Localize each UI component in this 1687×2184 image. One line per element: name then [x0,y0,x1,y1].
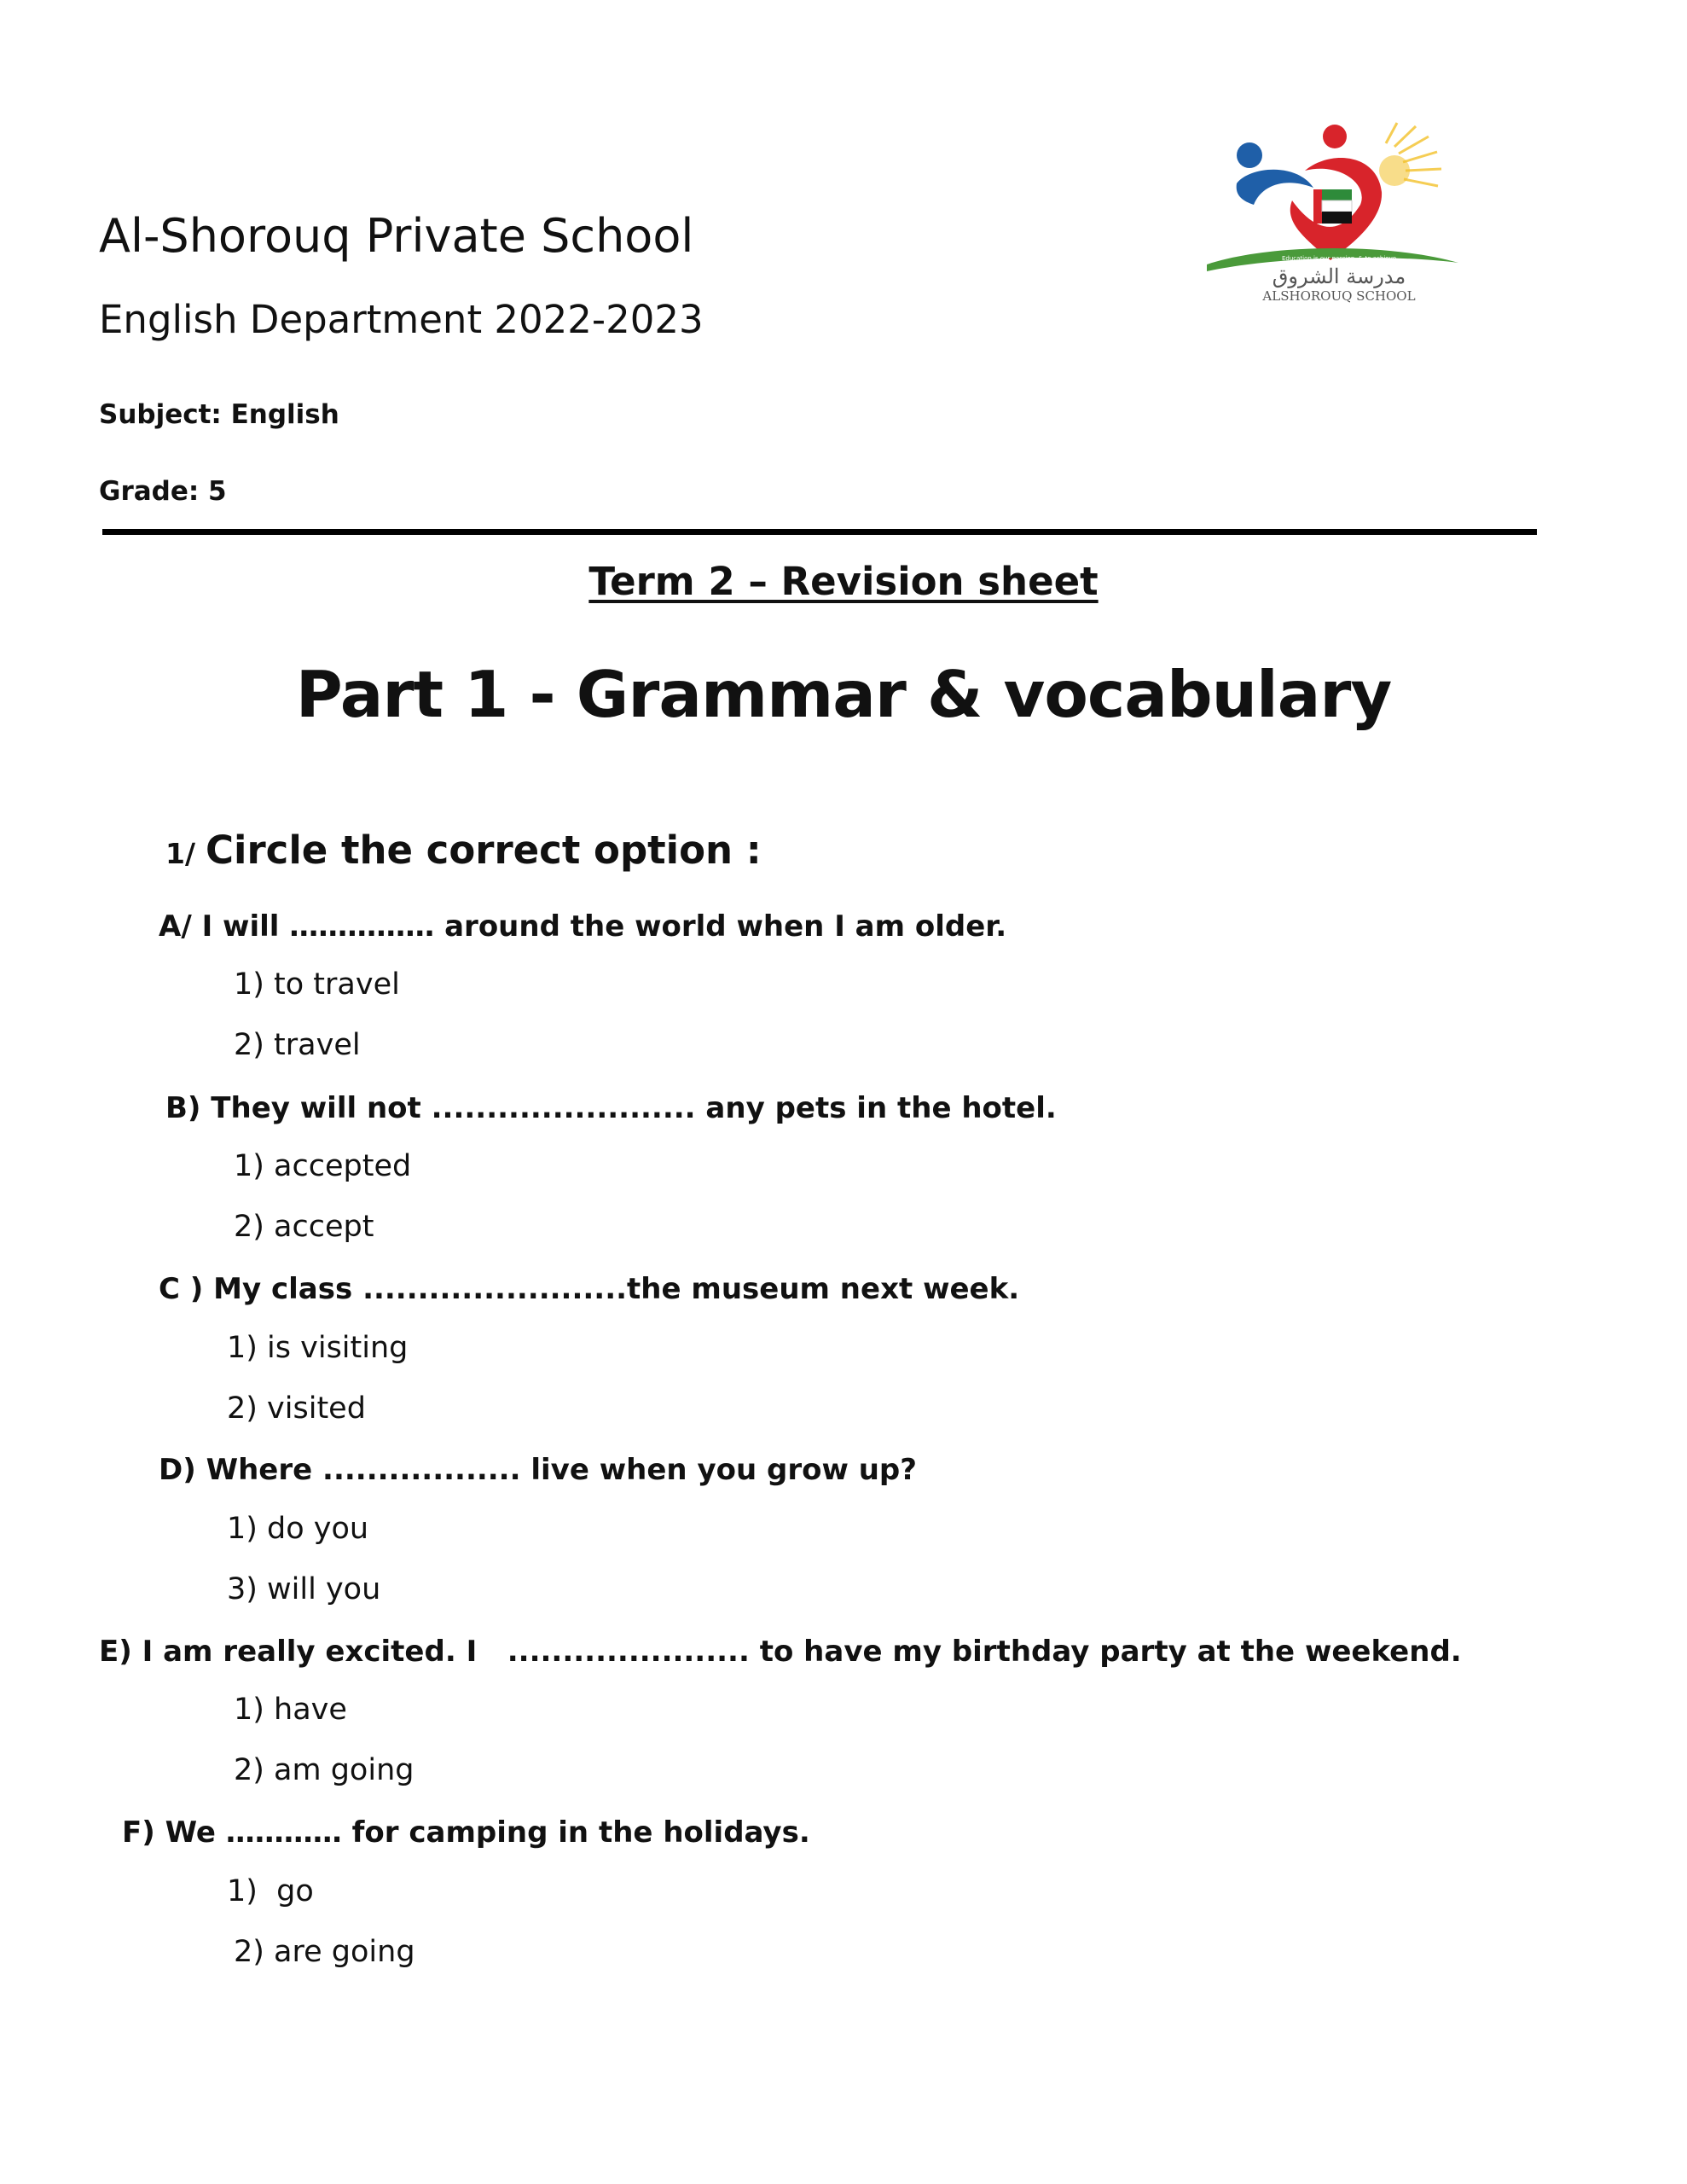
question-heading [165,828,762,873]
school-name: Al-Shorouq Private School [99,209,694,263]
logo-arabic-name: مدرسة الشروق [1272,264,1406,288]
question-item-f: F) We ………… for camping in the holidays. [122,1815,810,1850]
option-c-1[interactable]: 1) is visiting [227,1331,409,1365]
option-c-2[interactable]: 2) visited [227,1391,366,1426]
question-item-d: D) Where .................. live when you grow up? [159,1453,917,1487]
option-e-2[interactable]: 2) am going [234,1753,415,1787]
grade-label: Grade: 5 [99,476,227,507]
term-title-text: Term 2 – Revision sheet [588,559,1099,604]
question-item-c: C ) My class ........................the museum next week. [159,1272,1020,1306]
option-d-3[interactable]: 3) will you [227,1572,381,1606]
question-item-b: B) They will not ........................ any pets in the hotel. [165,1091,1057,1125]
header-divider [102,529,1537,535]
question-instruction: Circle the correct option : [206,828,762,873]
option-f-2[interactable]: 2) are going [234,1935,415,1969]
logo-english-name: ALSHOROUQ SCHOOL [1262,288,1416,304]
question-item-a: A/ I will …………… around the world when I am older. [159,909,1007,944]
option-b-1[interactable]: 1) accepted [234,1149,412,1183]
logo-motto: Education is our passion, & to achieve [1281,255,1397,262]
subject-label: Subject: English [99,399,339,430]
part-title: Part 1 - Grammar & vocabulary [295,657,1392,732]
question-item-e: E) I am really excited. I ...................... to have my birthday party at the weekend. [99,1635,1462,1669]
term-title [0,559,1687,604]
question-number: 1/ [165,837,196,870]
department-year: English Department 2022-2023 [99,297,704,342]
option-a-2[interactable]: 2) travel [234,1028,361,1062]
option-d-1[interactable]: 1) do you [227,1512,369,1546]
school-logo-emblem [1203,119,1475,307]
option-e-1[interactable]: 1) have [234,1693,347,1727]
option-b-2[interactable]: 2) accept [234,1210,374,1244]
option-a-1[interactable]: 1) to travel [234,967,400,1002]
school-logo [1203,119,1475,307]
option-f-1[interactable]: 1) go [227,1874,314,1908]
